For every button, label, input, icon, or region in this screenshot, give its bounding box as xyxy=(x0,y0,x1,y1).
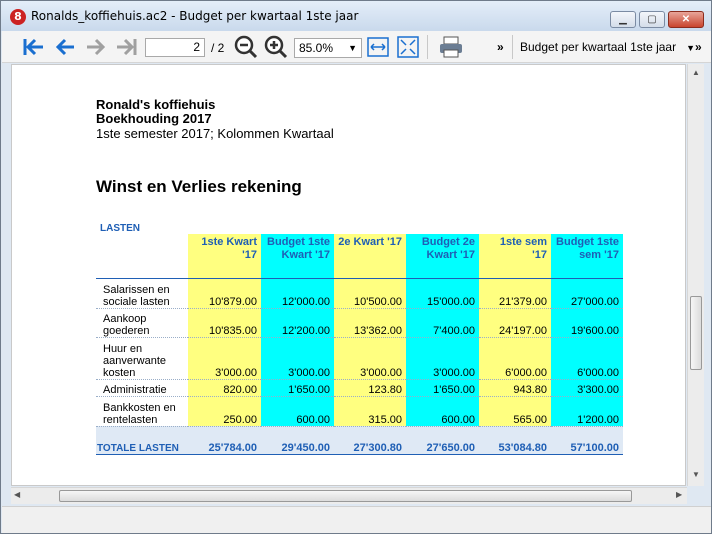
next-page-icon[interactable] xyxy=(84,35,108,59)
col-header: 2e Kwart '17 xyxy=(334,234,406,278)
scroll-right-icon[interactable]: ▶ xyxy=(676,490,683,499)
total-row xyxy=(96,426,623,454)
cell: 15'000.00 xyxy=(406,278,479,308)
total-cell: 27'300.80 xyxy=(334,426,406,454)
cell: 315.00 xyxy=(334,396,406,426)
horizontal-scroll-thumb[interactable] xyxy=(59,490,632,502)
cell: 24'197.00 xyxy=(479,308,551,337)
cell: 12'000.00 xyxy=(261,278,334,308)
toolbar-divider xyxy=(427,35,428,59)
report-heading: Winst en Verlies rekening xyxy=(96,177,302,196)
table-row xyxy=(96,308,623,337)
row-label: Salarissen en sociale lasten xyxy=(96,278,188,308)
cell: 10'879.00 xyxy=(188,278,261,308)
overflow-chevron[interactable]: » xyxy=(497,40,504,54)
toolbar xyxy=(2,31,711,63)
zoom-in-icon[interactable] xyxy=(264,35,288,59)
cell: 6'000.00 xyxy=(479,337,551,379)
vertical-scrollbar[interactable] xyxy=(687,64,704,486)
cell: 943.80 xyxy=(479,379,551,396)
report-subtitle: Boekhouding 2017 xyxy=(96,111,212,126)
scroll-left-icon[interactable]: ◀ xyxy=(14,490,21,499)
cell: 3'000.00 xyxy=(188,337,261,379)
col-header: Budget 1ste Kwart '17 xyxy=(261,234,334,278)
zoom-select[interactable]: 85.0% ▼ xyxy=(294,38,362,58)
window-title: Ronalds_koffiehuis.ac2 - Budget per kwartaal 1ste jaar xyxy=(31,9,359,23)
cell: 1'650.00 xyxy=(406,379,479,396)
cell: 250.00 xyxy=(188,396,261,426)
total-cell: 57'100.00 xyxy=(551,426,623,454)
toolbar-divider xyxy=(512,35,513,59)
section-label: LASTEN xyxy=(100,223,140,234)
scroll-up-icon[interactable]: ▲ xyxy=(692,68,700,77)
close-button[interactable]: ✕ xyxy=(668,11,704,28)
col-header: 1ste sem '17 xyxy=(479,234,551,278)
status-bar xyxy=(2,506,711,533)
vertical-scroll-thumb[interactable] xyxy=(690,296,702,370)
total-cell: 53'084.80 xyxy=(479,426,551,454)
first-page-icon[interactable] xyxy=(22,35,46,59)
cell: 27'000.00 xyxy=(551,278,623,308)
chevron-down-icon: ▼ xyxy=(348,43,357,53)
cell: 7'400.00 xyxy=(406,308,479,337)
report-select[interactable]: Budget per kwartaal 1ste jaar ▼ xyxy=(520,40,696,54)
maximize-button[interactable]: ▢ xyxy=(639,11,665,28)
scroll-down-icon[interactable]: ▼ xyxy=(692,470,700,479)
report-table xyxy=(96,220,623,455)
table-header xyxy=(96,234,623,278)
chevron-down-icon: ▼ xyxy=(686,43,696,53)
cell: 1'650.00 xyxy=(261,379,334,396)
cell: 565.00 xyxy=(479,396,551,426)
total-cell: 27'650.00 xyxy=(406,426,479,454)
row-label: Bankkosten en rentelasten xyxy=(96,396,188,426)
cell: 6'000.00 xyxy=(551,337,623,379)
print-icon[interactable] xyxy=(438,35,464,59)
last-page-icon[interactable] xyxy=(114,35,138,59)
report-page xyxy=(11,64,686,486)
horizontal-scrollbar[interactable] xyxy=(11,487,687,504)
fit-width-icon[interactable] xyxy=(366,35,390,59)
cell: 21'379.00 xyxy=(479,278,551,308)
row-label: Huur en aanverwante kosten xyxy=(96,337,188,379)
page-number-input[interactable]: 2 xyxy=(145,38,205,57)
cell: 3'000.00 xyxy=(261,337,334,379)
row-label: Administratie xyxy=(96,379,188,396)
cell: 10'835.00 xyxy=(188,308,261,337)
report-period: 1ste semester 2017; Kolommen Kwartaal xyxy=(96,126,334,141)
table-row xyxy=(96,379,623,396)
total-cell: 29'450.00 xyxy=(261,426,334,454)
page-total: / 2 xyxy=(211,41,225,55)
cell: 13'362.00 xyxy=(334,308,406,337)
cell: 820.00 xyxy=(188,379,261,396)
cell: 123.80 xyxy=(334,379,406,396)
table-row xyxy=(96,278,623,308)
cell: 10'500.00 xyxy=(334,278,406,308)
company-name: Ronald's koffiehuis xyxy=(96,97,216,112)
title-bar xyxy=(1,1,711,31)
fit-page-icon[interactable] xyxy=(396,35,420,59)
total-label: TOTALE LASTEN xyxy=(96,426,188,454)
total-cell: 25'784.00 xyxy=(188,426,261,454)
table-row xyxy=(96,396,623,426)
table-row xyxy=(96,337,623,379)
cell: 12'200.00 xyxy=(261,308,334,337)
zoom-out-icon[interactable] xyxy=(234,35,258,59)
cell: 600.00 xyxy=(261,396,334,426)
cell: 3'300.00 xyxy=(551,379,623,396)
previous-page-icon[interactable] xyxy=(53,35,77,59)
cell: 600.00 xyxy=(406,396,479,426)
col-header: Budget 2e Kwart '17 xyxy=(406,234,479,278)
cell: 3'000.00 xyxy=(334,337,406,379)
col-header: Budget 1ste sem '17 xyxy=(551,234,623,278)
minimize-button[interactable]: ▁ xyxy=(610,11,636,28)
cell: 3'000.00 xyxy=(406,337,479,379)
row-label: Aankoop goederen xyxy=(96,308,188,337)
cell: 1'200.00 xyxy=(551,396,623,426)
overflow-chevron-2[interactable]: » xyxy=(695,40,702,54)
cell: 19'600.00 xyxy=(551,308,623,337)
app-icon: 8 xyxy=(10,9,26,25)
col-header: 1ste Kwart '17 xyxy=(188,234,261,278)
